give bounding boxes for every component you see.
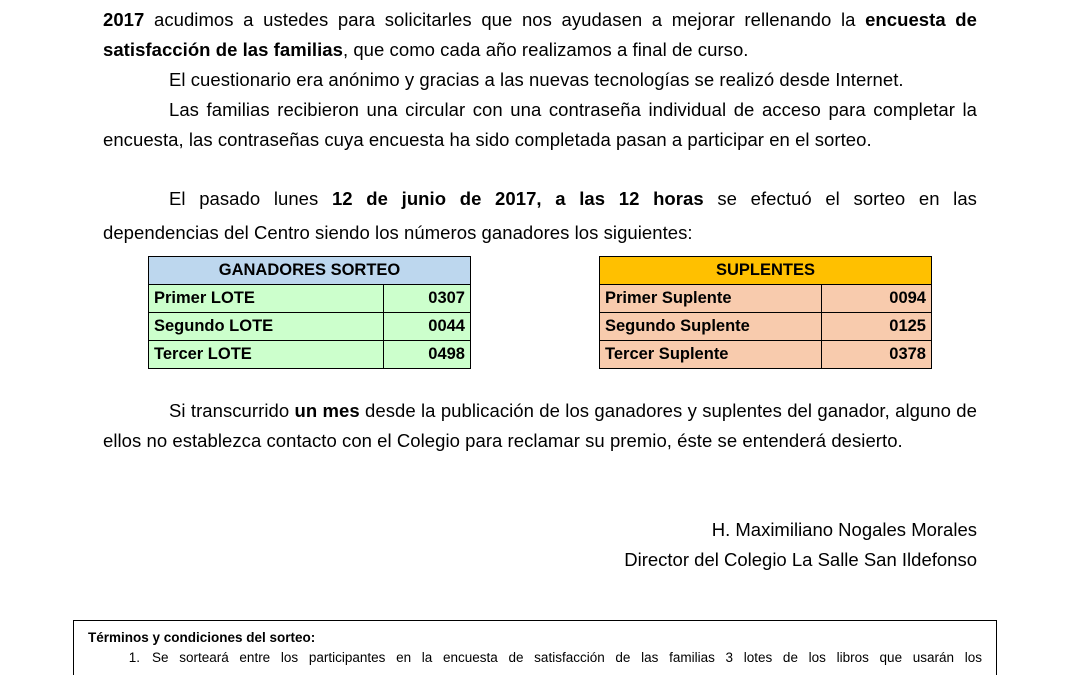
table-row (149, 285, 471, 313)
draw-date-paragraph-line2: dependencias del Centro siendo los números ganadores los siguientes: (103, 222, 693, 243)
table-row (600, 341, 932, 369)
signature-name: H. Maximiliano Nogales Morales (711, 519, 977, 540)
substitutes-table-header: SUPLENTES (600, 257, 932, 285)
deadline-bold: un mes (294, 400, 360, 421)
winner-number: 0307 (384, 285, 471, 313)
terms-title: Términos y condiciones del sorteo: (88, 630, 316, 645)
table-row (600, 285, 932, 313)
terms-item-text: Se sorteará entre los participantes en la encuesta de satisfacción de las familias 3 lotes de los libros que usarán los (152, 650, 982, 665)
signature-title: Director del Colegio La Salle San Ildefonso (624, 549, 977, 570)
substitute-label: Primer Suplente (600, 285, 822, 313)
substitute-number: 0094 (822, 285, 932, 313)
winner-label: Tercer LOTE (149, 341, 384, 369)
terms-item-number: 1. (128, 650, 140, 665)
draw-date-bold: 12 de junio de 2017, a las 12 horas (331, 188, 704, 209)
deadline-paragraph: Si transcurrido un mes desde la publicación de los ganadores y suplentes del ganador, alguno de ellos no establezca contacto con el Colegio para reclamar su premio, éste se entenderá desierto. (103, 400, 977, 451)
table-row (149, 341, 471, 369)
draw-date-paragraph: El pasado lunes 12 de junio de 2017, a las 12 horas se efectuó el sorteo en las (169, 188, 977, 209)
winner-number: 0044 (384, 313, 471, 341)
survey-name-bold: satisfacción de las familias (103, 39, 343, 60)
intro-paragraph: 2017 acudimos a ustedes para solicitarles que nos ayudasen a mejorar rellenando la encuesta de (103, 9, 977, 30)
substitute-number: 0125 (822, 313, 932, 341)
substitutes-table (599, 256, 932, 369)
anonymous-paragraph: El cuestionario era anónimo y gracias a las nuevas tecnologías se realizó desde Internet. (169, 69, 904, 90)
table-row (600, 313, 932, 341)
winners-table-header: GANADORES SORTEO (149, 257, 471, 285)
year-bold: 2017 (103, 9, 145, 30)
table-row (149, 313, 471, 341)
terms-box (73, 620, 997, 675)
winners-table (148, 256, 471, 369)
substitute-number: 0378 (822, 341, 932, 369)
families-paragraph: Las familias recibieron una circular con una contraseña individual de acceso para completar la encuesta, las contraseñas cuya encuesta ha sido completada pasan a participar en el sorteo. (103, 99, 977, 150)
winner-label: Segundo LOTE (149, 313, 384, 341)
terms-item (88, 649, 982, 667)
winner-number: 0498 (384, 341, 471, 369)
winner-label: Primer LOTE (149, 285, 384, 313)
intro-paragraph-line2: satisfacción de las familias, que como cada año realizamos a final de curso. (103, 39, 749, 60)
substitute-label: Tercer Suplente (600, 341, 822, 369)
substitute-label: Segundo Suplente (600, 313, 822, 341)
